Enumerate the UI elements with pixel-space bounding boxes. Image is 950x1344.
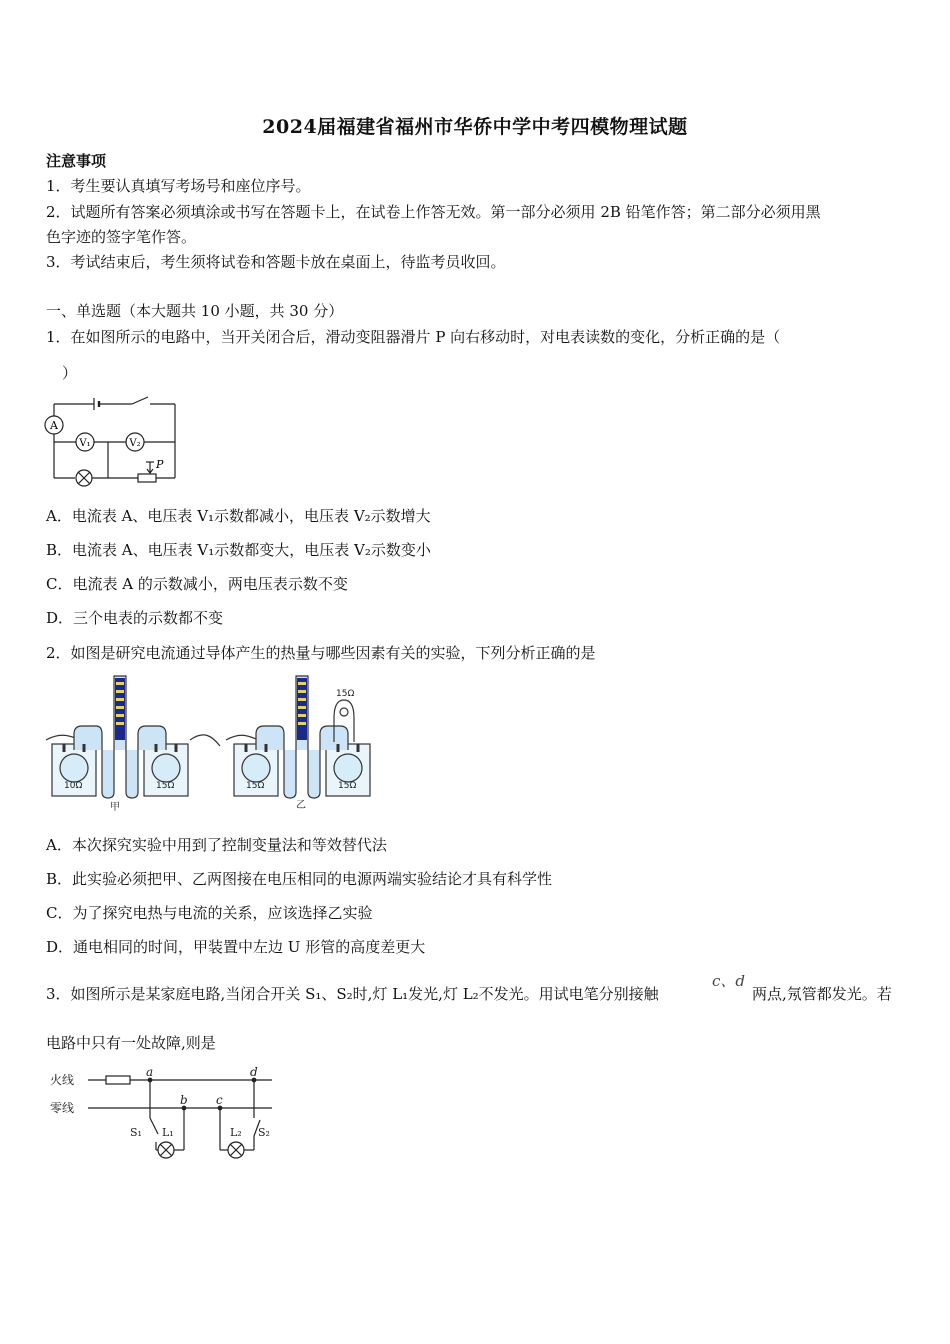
- notice-heading: 注意事项: [46, 152, 107, 170]
- q2-option-b: B．此实验必须把甲、乙两图接在电压相同的电源两端实验结论才具有科学性: [46, 870, 553, 888]
- notice-item-2: 2．试题所有答案必须填涂或书写在答题卡上，在试卷上作答无效。第一部分必须用 2B 铅笔作答；第二部分必须用黑: [46, 203, 821, 221]
- q2-stem: 2．如图是研究电流通过导体产生的热量与哪些因素有关的实验，下列分析正确的是: [46, 644, 596, 662]
- q3-neutral-wire-label: 零线: [50, 1101, 75, 1115]
- q3-lamp-l1-label: L₁: [162, 1126, 174, 1139]
- q1-option-c: C．电流表 A 的示数减小，两电压表示数不变: [46, 575, 348, 593]
- q1-slider-label: P: [156, 458, 164, 471]
- q2-right-r1-label: 15Ω: [246, 781, 265, 791]
- q3-stem-a: 3．如图所示是某家庭电路,当闭合开关 S₁、S₂时,灯 L₁发光,灯 L₂不发光。用试电笔分别接触: [46, 985, 659, 1003]
- q3-point-c: c: [216, 1093, 223, 1107]
- q3-switch-s2-label: S₂: [258, 1126, 270, 1139]
- page-title: 2024届福建省福州市华侨中学中考四模物理试题: [262, 116, 688, 138]
- q1-stem-end: ）: [62, 364, 78, 382]
- q3-household-circuit-figure: [46, 1064, 286, 1174]
- q2-option-c: C．为了探究电热与电流的关系，应该选择乙实验: [46, 904, 373, 922]
- q2-option-d: D．通电相同的时间，甲装置中左边 U 形管的高度差更大: [46, 938, 426, 956]
- notice-item-2-cont: 色字迹的签字笔作答。: [46, 228, 197, 246]
- q1-option-b: B．电流表 A、电压表 V₁示数都变大，电压表 V₂示数变小: [46, 541, 431, 559]
- q2-right-caption: 乙: [296, 800, 306, 811]
- q2-option-a: A．本次探究实验中用到了控制变量法和等效替代法: [46, 836, 387, 854]
- notice-item-3: 3．考试结束后，考生须将试卷和答题卡放在桌面上，待监考员收回。: [46, 253, 506, 271]
- q3-point-a: a: [146, 1065, 154, 1079]
- q2-right-r2-label: 15Ω: [338, 781, 357, 791]
- q1-v1-label: V₁: [79, 438, 91, 449]
- q2-left-r1-label: 10Ω: [64, 781, 83, 791]
- q3-cd-points: c、d: [712, 972, 746, 990]
- q2-left-r2-label: 15Ω: [156, 781, 175, 791]
- q2-left-caption: 甲: [110, 802, 120, 813]
- q1-ammeter-label: A: [50, 419, 58, 432]
- q3-point-d: d: [250, 1065, 258, 1079]
- q3-stem-line2: 电路中只有一处故障,则是: [46, 1034, 216, 1052]
- q3-lamp-l2-label: L₂: [230, 1126, 242, 1139]
- q2-right-ext-label: 15Ω: [336, 689, 355, 699]
- section-heading: 一、单选题（本大题共 10 小题，共 30 分）: [46, 302, 344, 320]
- q1-circuit-figure: [42, 392, 192, 492]
- q3-point-b: b: [180, 1093, 188, 1107]
- q3-live-wire-label: 火线: [50, 1073, 75, 1087]
- q1-stem: 1．在如图所示的电路中，当开关闭合后，滑动变阻器滑片 P 向右移动时，对电表读数的变化，分析正确的是（: [46, 328, 781, 346]
- q2-experiment-figure: [44, 672, 374, 817]
- q3-switch-s1-label: S₁: [130, 1126, 142, 1139]
- q3-stem-b: 两点,氖管都发光。若: [752, 985, 892, 1003]
- q1-v2-label: V₂: [129, 438, 141, 449]
- q1-option-a: A．电流表 A、电压表 V₁示数都减小，电压表 V₂示数增大: [46, 507, 431, 525]
- q1-option-d: D．三个电表的示数都不变: [46, 609, 224, 627]
- notice-item-1: 1．考生要认真填写考场号和座位序号。: [46, 177, 311, 195]
